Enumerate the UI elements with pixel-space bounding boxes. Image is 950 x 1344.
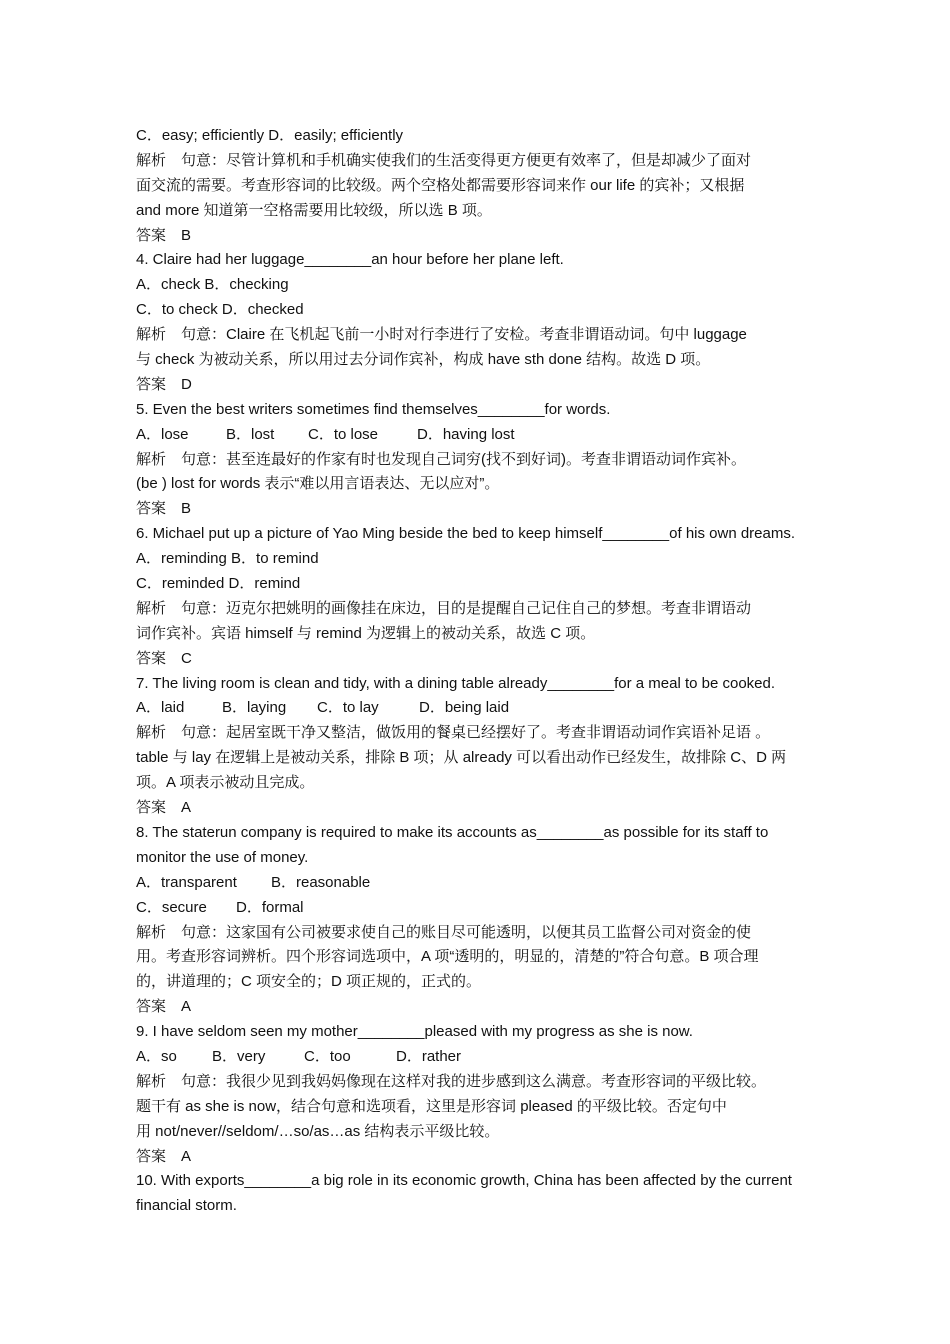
q4-explanation-line-1: 解析 句意：Claire 在飞机起飞前一小时对行李进行了安检。考查非谓语动词。句中 luggage <box>136 326 747 344</box>
q4-options-ab: A．check B．checking <box>136 276 289 294</box>
q10-stem-line-1: 10. With exports________a big role in its economic growth, China has been affected by the current <box>136 1172 792 1190</box>
q7-option-b: B．laying <box>222 699 287 717</box>
q5-option-c: C．to lose <box>308 425 379 443</box>
q8-options-cd <box>136 896 816 921</box>
q4-options-cd: C．to check D．checked <box>136 301 304 319</box>
q7-explanation-line-2: table 与 lay 在逻辑上是被动关系，排除 B 项；从 already 可以看出动作已经发生，故排除 C、D 两 <box>136 749 787 767</box>
q8-stem-line-1: 8. The staterun company is required to make its accounts as________as possible for its staff to <box>136 823 769 841</box>
q7-option-d: D．being laid <box>419 699 510 717</box>
q6-stem: 6. Michael put up a picture of Yao Ming beside the bed to keep himself________of his own dreams. <box>136 525 796 543</box>
q7-answer: 答案 A <box>136 799 192 817</box>
q9-option-a: A．so <box>136 1047 177 1065</box>
q7-option-a: A．laid <box>136 699 185 717</box>
q5-option-b: B．lost <box>226 425 275 443</box>
q6-explanation-line-2: 词作宾补。宾语 himself 与 remind 为逻辑上的被动关系，故选 C 项。 <box>136 624 596 642</box>
q7-stem: 7. The living room is clean and tidy, with a dining table already________for a meal to be cooked. <box>136 674 776 692</box>
q3-options-cd: C．easy; efficiently D．easily; efficiently <box>136 127 404 144</box>
q8-option-b: B．reasonable <box>271 873 371 891</box>
q5-stem: 5. Even the best writers sometimes find themselves________for words. <box>136 400 611 418</box>
q8-explanation-line-2: 用。考查形容词辨析。四个形容词选项中，A 项“透明的，明显的，清楚的”符合句意。B 项合理 <box>136 948 759 966</box>
q4-explanation-line-2: 与 check 为被动关系，所以用过去分词作宾补，构成 have sth done 结构。故选 D 项。 <box>136 351 711 369</box>
q5-options <box>136 423 816 448</box>
q6-options-cd: C．reminded D．remind <box>136 575 301 593</box>
q8-explanation-line-1: 解析 句意：这家国有公司被要求使自己的账目尽可能透明，以便其员工监督公司对资金的使 <box>136 923 752 941</box>
q6-answer: 答案 C <box>136 649 192 667</box>
q7-options <box>136 696 816 721</box>
q9-answer: 答案 A <box>136 1147 192 1165</box>
q5-answer: 答案 B <box>136 500 192 518</box>
q10-stem-line-2: financial storm. <box>136 1197 237 1215</box>
q9-option-d: D．rather <box>396 1047 462 1065</box>
q8-explanation-line-3: 的，讲道理的；C 项安全的；D 项正规的，正式的。 <box>136 973 482 991</box>
q8-stem-line-2: monitor the use of money. <box>136 848 309 866</box>
q7-explanation-line-3: 项。A 项表示被动且完成。 <box>136 774 315 792</box>
q9-explanation-line-1: 解析 句意：我很少见到我妈妈像现在这样对我的进步感到这么满意。考查形容词的平级比较。 <box>136 1072 767 1090</box>
q9-options <box>136 1045 816 1070</box>
q9-explanation-line-3: 用 not/never//seldom/…so/as…as 结构表示平级比较。 <box>136 1122 500 1140</box>
q9-option-c: C．too <box>304 1047 351 1065</box>
q9-explanation-line-2: 题干有 as she is now，结合句意和选项看，这里是形容词 pleased 的平级比较。否定句中 <box>136 1097 727 1115</box>
q5-option-d: D．having lost <box>417 425 515 443</box>
document-page <box>136 124 816 1219</box>
q4-stem: 4. Claire had her luggage________an hour before her plane left. <box>136 251 564 269</box>
q6-explanation-line-1: 解析 句意：迈克尔把姚明的画像挂在床边，目的是提醒自己记住自己的梦想。考查非谓语动 <box>136 599 752 617</box>
q8-option-d: D．formal <box>236 898 304 916</box>
q5-explanation-line-1: 解析 句意：甚至连最好的作家有时也发现自己词穷(找不到好词)。考查非谓语动词作宾补。 <box>136 450 746 468</box>
q5-option-a: A．lose <box>136 425 189 443</box>
q8-option-c: C．secure <box>136 898 207 916</box>
q3-explanation-line-2: 面交流的需要。考查形容词的比较级。两个空格处都需要形容词来作 our life 的宾补；又根据 <box>136 176 745 194</box>
q8-option-a: A．transparent <box>136 873 237 891</box>
q9-stem: 9. I have seldom seen my mother________pleased with my progress as she is now. <box>136 1023 693 1041</box>
q8-answer: 答案 A <box>136 998 192 1016</box>
q3-answer: 答案 B <box>136 226 192 244</box>
q8-options-ab <box>136 871 816 896</box>
q3-explanation-line-3: and more 知道第一空格需要用比较级，所以选 B 项。 <box>136 201 492 219</box>
q7-explanation-line-1: 解析 句意：起居室既干净又整洁，做饭用的餐桌已经摆好了。考查非谓语动词作宾语补足语 。 <box>136 724 771 742</box>
q4-answer: 答案 D <box>136 375 192 393</box>
q9-option-b: B．very <box>212 1047 266 1065</box>
q7-option-c: C．to lay <box>317 699 379 717</box>
q3-explanation-line-1: 解析 句意：尽管计算机和手机确实使我们的生活变得更方便更有效率了，但是却减少了面对 <box>136 151 752 169</box>
q5-explanation-line-2: (be ) lost for words 表示“难以用言语表达、无以应对”。 <box>136 475 500 493</box>
q6-options-ab: A．reminding B．to remind <box>136 550 319 568</box>
